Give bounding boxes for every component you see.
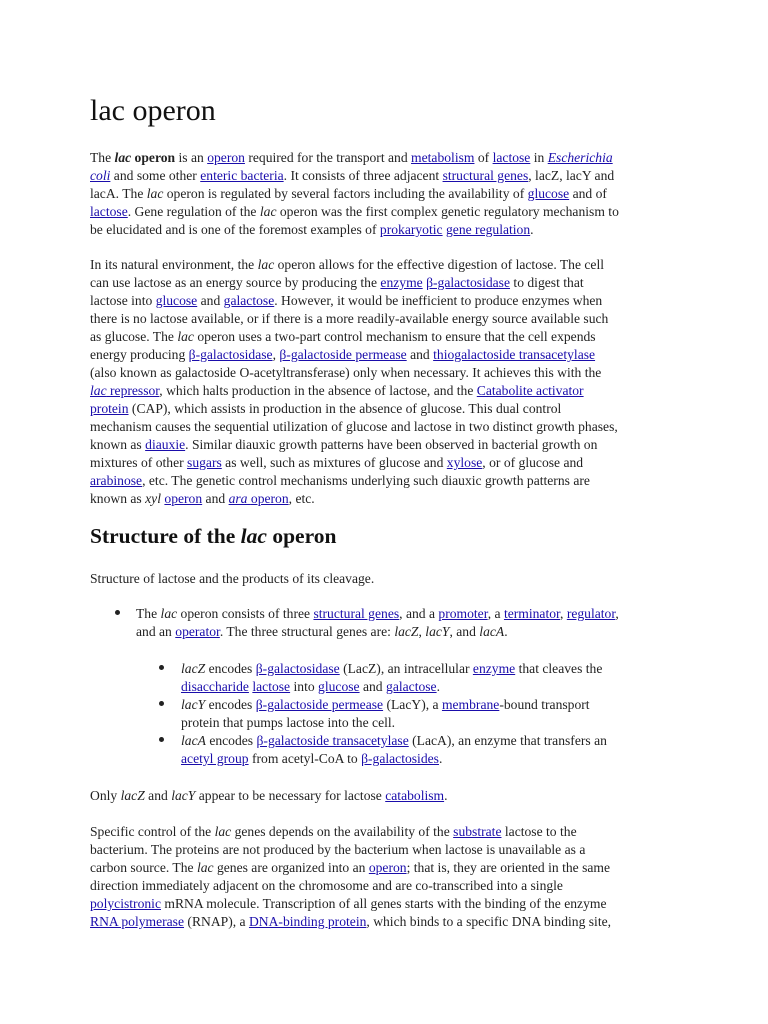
text: . However, it would be inefficient to produce enzymes when <box>274 293 603 308</box>
text: appear to be necessary for lactose <box>195 788 386 803</box>
text: in <box>530 150 548 165</box>
text: known as <box>90 491 146 506</box>
page-title: lac operon <box>90 94 216 127</box>
text: , which binds to a specific DNA binding site, <box>366 914 612 929</box>
link-beta-galactosidase[interactable]: β-galactosidase <box>188 347 273 362</box>
link-metabolism[interactable]: metabolism <box>411 150 475 165</box>
text-line <box>90 913 611 931</box>
text: and of <box>569 186 607 201</box>
text-line <box>90 490 315 508</box>
text: lac <box>160 606 178 621</box>
text-line <box>90 859 610 877</box>
text: lacZ <box>181 661 206 676</box>
text: (LacY), a <box>383 697 442 712</box>
link-acetyl-group[interactable]: acetyl group <box>181 751 249 766</box>
link-enteric-bacteria[interactable]: enteric bacteria <box>200 168 284 183</box>
link-diauxie[interactable]: diauxie <box>145 437 186 452</box>
figure-caption: Structure of lactose and the products of its cleavage. <box>90 571 375 586</box>
link-escherichia-coli[interactable] <box>548 150 613 165</box>
text-line <box>90 472 590 490</box>
link-enzyme[interactable]: enzyme <box>472 661 516 676</box>
text: lac <box>146 186 164 201</box>
text: (LacZ), an intracellular <box>339 661 473 676</box>
text-line <box>90 436 597 454</box>
text: lac <box>214 824 232 839</box>
text: ara <box>228 491 248 506</box>
text: lac <box>114 150 132 165</box>
text: , lacZ, lacY and <box>528 168 615 183</box>
text: , <box>615 606 619 621</box>
link-galactose[interactable]: galactose <box>386 679 437 694</box>
link-arabinose[interactable]: arabinose <box>90 473 143 488</box>
link-escherichia-coli[interactable] <box>90 168 110 183</box>
link-thiogalactoside-transacetylase[interactable]: thiogalactoside transacetylase <box>433 347 596 362</box>
text-line <box>90 149 613 167</box>
text: (RNAP), a <box>184 914 249 929</box>
link-dna-binding-protein[interactable]: DNA-binding protein <box>248 914 367 929</box>
text: operon uses a two-part control mechanism to ensure that the cell expends <box>193 329 596 344</box>
list-item-line <box>136 605 619 623</box>
text: Only <box>90 788 121 803</box>
list-item-line <box>181 696 590 714</box>
text: . Gene regulation of the <box>127 204 260 219</box>
link-structural-genes[interactable]: structural genes <box>313 606 400 621</box>
link-prokaryotic[interactable]: prokaryotic <box>379 222 443 237</box>
text: known as <box>90 437 146 452</box>
text-line <box>90 167 614 185</box>
link-ara-operon[interactable] <box>229 491 289 506</box>
text: and <box>202 491 229 506</box>
text: and <box>197 293 224 308</box>
text: operon consists of three <box>177 606 314 621</box>
link-catabolism[interactable]: catabolism <box>385 788 445 803</box>
text: lacA <box>479 624 505 639</box>
text: operon is regulated by several factors including the availability of <box>163 186 528 201</box>
text: that cleaves the <box>515 661 603 676</box>
text: to digest that <box>510 275 584 290</box>
text: The <box>90 150 115 165</box>
text: ; that is, they are oriented in the same <box>406 860 611 875</box>
bullet <box>159 665 164 670</box>
link-terminator[interactable]: terminator <box>503 606 561 621</box>
text: . The three structural genes are: <box>219 624 395 639</box>
text: , which halts production in the absence of lactose, and the <box>159 383 477 398</box>
text-line <box>90 400 561 418</box>
link-beta-galactosides[interactable]: β-galactosides <box>361 751 439 766</box>
text-line <box>90 221 534 239</box>
text: , <box>272 347 280 362</box>
link-galactose[interactable]: galactose <box>223 293 275 308</box>
text: . <box>530 222 534 237</box>
link-lactose[interactable]: lactose <box>492 150 531 165</box>
link-beta-galactosidase[interactable]: β-galactosidase <box>255 661 340 676</box>
text: encodes <box>205 697 256 712</box>
text: Structure of the <box>90 524 241 548</box>
text: , <box>418 624 426 639</box>
text: Specific control of the <box>90 824 215 839</box>
link-rna-polymerase[interactable]: RNA polymerase <box>90 914 185 929</box>
link-operator[interactable]: operator <box>175 624 220 639</box>
text: and <box>359 679 387 694</box>
text: , and <box>449 624 480 639</box>
text: be elucidated and is one of the foremost examples of <box>90 222 380 237</box>
text: genes depends on the availability of the <box>231 824 454 839</box>
text-line <box>90 382 584 400</box>
link-beta-galactosidase[interactable]: β-galactosidase <box>426 275 511 290</box>
text: , etc. The genetic control mechanisms underlying such diauxic growth patterns are <box>142 473 590 488</box>
text: carbon source. The <box>90 860 197 875</box>
text-line <box>90 292 602 310</box>
text-line <box>90 895 606 913</box>
text: encodes <box>205 661 256 676</box>
text: lacZ <box>394 624 419 639</box>
text: operon <box>131 150 176 165</box>
list-item-line <box>181 660 602 678</box>
text: of <box>474 150 493 165</box>
link-glucose[interactable]: glucose <box>527 186 570 201</box>
text-line <box>90 310 608 328</box>
text: lactose to the <box>501 824 577 839</box>
text-line <box>90 185 607 203</box>
link-glucose[interactable]: glucose <box>318 679 360 694</box>
text: lac <box>259 204 277 219</box>
list-item-line <box>181 714 395 732</box>
text: . Similar diauxic growth patterns have been observed in bacterial growth on <box>185 437 598 452</box>
text: can use lactose as an energy source by producing the <box>90 275 381 290</box>
text: xyl <box>145 491 161 506</box>
text: bacterium. The proteins are not produced by the bacterium when lactose is unavailable as a <box>90 842 586 857</box>
text: lac <box>196 860 214 875</box>
text-line <box>90 346 595 364</box>
text: energy producing <box>90 347 189 362</box>
text: lacY <box>171 788 196 803</box>
text: . <box>504 624 508 639</box>
text: mRNA molecule. Transcription of all genes starts with the binding of the enzyme <box>160 896 607 911</box>
text: operon <box>266 524 337 548</box>
text-line <box>90 328 596 346</box>
section-heading <box>90 522 336 550</box>
text: lac <box>257 257 275 272</box>
link-lac-repressor[interactable] <box>90 383 159 398</box>
text: operon allows for the effective digestion of lactose. The cell <box>274 257 605 272</box>
text: lac <box>90 383 107 398</box>
text: required for the transport and <box>244 150 412 165</box>
text: operon <box>250 491 289 506</box>
text: lac <box>177 329 194 344</box>
text: and an <box>136 624 176 639</box>
text: mechanism causes the sequential utilization of glucose and lactose in two distinct growth phases, <box>90 419 618 434</box>
bullet <box>115 610 120 615</box>
text: there is no lactose available, or if there is a more readily-available energy source available such <box>90 311 609 326</box>
link-catabolite-activator-protein[interactable]: protein <box>90 401 129 416</box>
text: (LacA), an enzyme that transfers an <box>408 733 607 748</box>
text: , etc. <box>288 491 315 506</box>
text: lacY <box>181 697 206 712</box>
text: genes are organized into an <box>213 860 369 875</box>
text: from acetyl-CoA to <box>248 751 362 766</box>
link-glucose[interactable]: glucose <box>155 293 198 308</box>
link-catabolite-activator-protein[interactable]: Catabolite activator <box>476 383 584 398</box>
text-line <box>90 418 618 436</box>
text: . <box>438 751 443 766</box>
bullet <box>159 737 164 742</box>
text: Escherichia <box>547 150 613 165</box>
text: lactose into <box>90 293 156 308</box>
text: (CAP), which assists in production in the absence of glucose. This dual control <box>128 401 562 416</box>
text: The <box>136 606 161 621</box>
link-operon[interactable]: operon <box>164 491 203 506</box>
list-item-line <box>181 750 442 768</box>
text-line <box>90 256 604 274</box>
text: , or of glucose and <box>482 455 584 470</box>
list-item-line <box>181 678 440 696</box>
text: . It consists of three adjacent <box>283 168 443 183</box>
text: repressor <box>110 383 160 398</box>
text: -bound transport <box>499 697 590 712</box>
link-xylose[interactable]: xylose <box>446 455 483 470</box>
text-line <box>90 787 448 805</box>
list-item-line <box>181 732 607 750</box>
text-line <box>90 454 583 472</box>
link-polycistronic[interactable]: polycistronic <box>90 896 161 911</box>
text-line <box>90 274 584 292</box>
text: and some other <box>110 168 201 183</box>
link-regulator[interactable]: regulator <box>566 606 616 621</box>
text: encodes <box>205 733 257 748</box>
text: (also known as galactoside O-acetyltransferase) only when necessary. It achieves this with the <box>90 365 602 380</box>
link-beta-galactoside-permease[interactable]: β-galactoside permease <box>279 347 407 362</box>
text: protein that pumps lactose into the cell. <box>181 715 396 730</box>
link-lactose[interactable]: lactose <box>90 204 128 219</box>
text-line <box>90 203 619 221</box>
list-item-line <box>136 623 508 641</box>
text: , a <box>487 606 504 621</box>
link-substrate[interactable]: substrate <box>453 824 502 839</box>
text: lacZ <box>120 788 145 803</box>
text: as glucose. The <box>90 329 178 344</box>
text: . <box>444 788 448 803</box>
text: lacA. The <box>90 186 147 201</box>
text: , <box>560 606 567 621</box>
text: coli <box>90 168 111 183</box>
text-line <box>90 877 563 895</box>
text: lacA <box>181 733 206 748</box>
link-promoter[interactable]: promoter <box>438 606 488 621</box>
bullet <box>159 701 164 706</box>
link-enzyme[interactable]: enzyme <box>380 275 423 290</box>
link-gene-regulation[interactable]: gene regulation <box>445 222 531 237</box>
text: mixtures of other <box>90 455 188 470</box>
link-operon[interactable]: operon <box>368 860 407 875</box>
text: lacY <box>425 624 450 639</box>
text-line <box>90 364 601 382</box>
link-beta-galactoside-transacetylase[interactable]: β-galactoside transacetylase <box>256 733 409 748</box>
text: lac <box>240 524 267 548</box>
text: . <box>436 679 440 694</box>
text: operon was the first complex genetic regulatory mechanism to <box>276 204 619 219</box>
link-structural-genes[interactable]: structural genes <box>442 168 529 183</box>
text-line <box>90 841 585 859</box>
text: , and a <box>399 606 439 621</box>
text-line <box>90 823 577 841</box>
link-sugars[interactable]: sugars <box>187 455 222 470</box>
link-operon[interactable]: operon <box>207 150 245 165</box>
text: is an <box>175 150 208 165</box>
text: as well, such as mixtures of glucose and <box>221 455 447 470</box>
text: and <box>406 347 434 362</box>
text: In its natural environment, the <box>90 257 258 272</box>
text: into <box>290 679 319 694</box>
link-membrane[interactable]: membrane <box>441 697 500 712</box>
link-disaccharide[interactable]: disaccharide <box>181 679 249 694</box>
link-beta-galactoside-permease[interactable]: β-galactoside permease <box>255 697 384 712</box>
text: and <box>144 788 172 803</box>
link-lactose[interactable]: lactose <box>252 679 291 694</box>
text: direction immediately adjacent on the chromosome and are co-transcribed into a single <box>90 878 563 893</box>
